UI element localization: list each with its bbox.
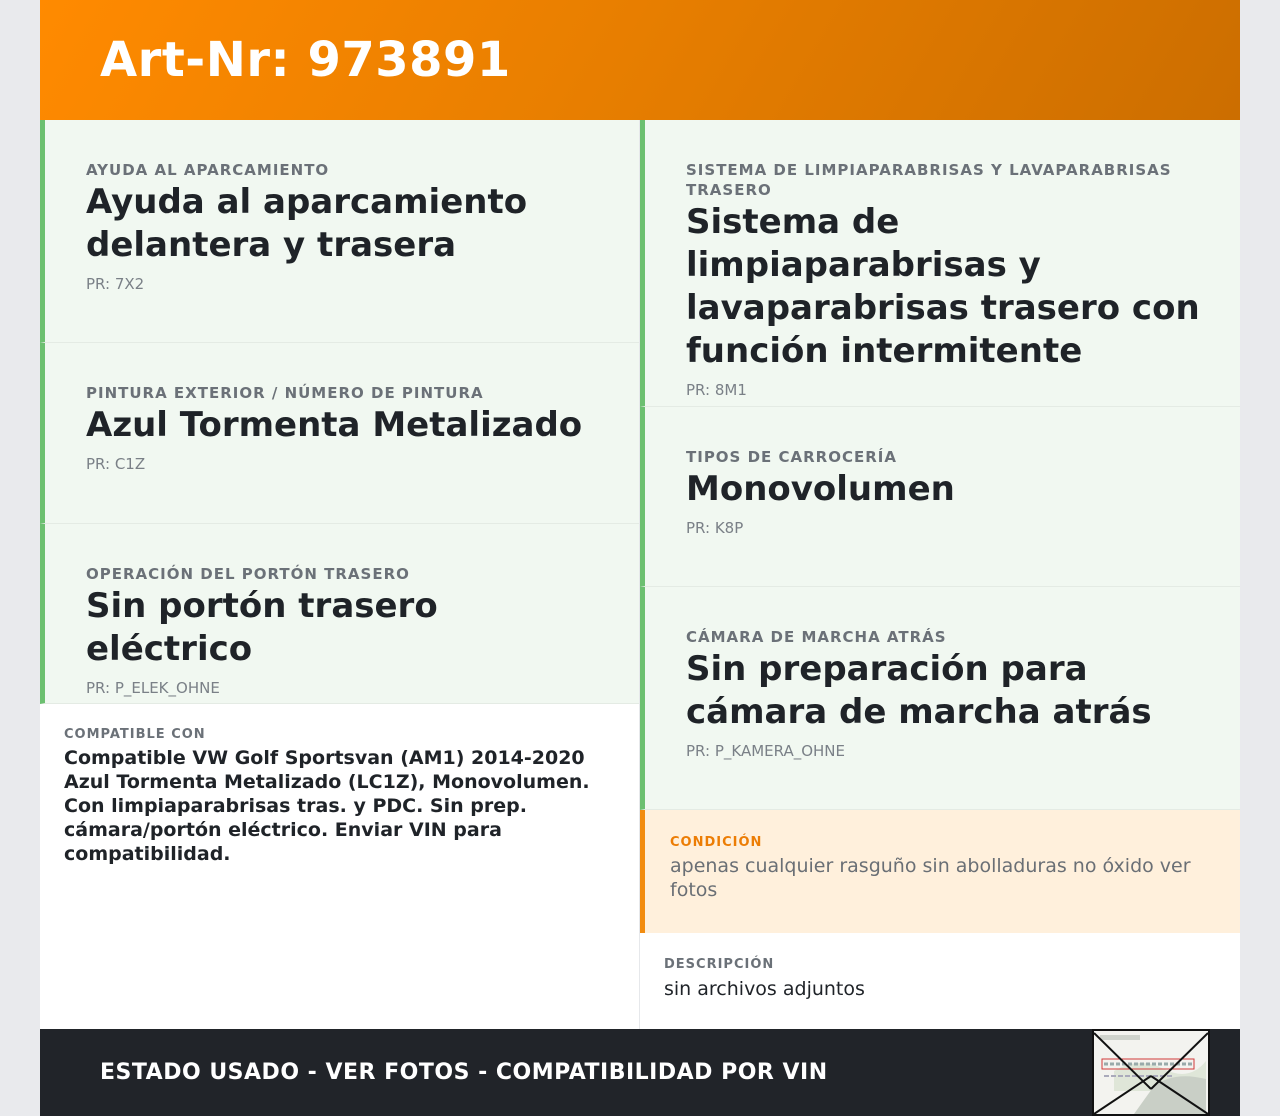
feature-pr-code: PR: P_ELEK_OHNE: [86, 679, 220, 697]
feature-pr-code: PR: C1Z: [86, 455, 146, 473]
compatibility-label: COMPATIBLE CON: [64, 727, 206, 742]
feature-body-type: [640, 407, 1240, 587]
footer-bar: [40, 1029, 1240, 1116]
footer-status-text: ESTADO USADO - VER FOTOS - COMPATIBILIDAD POR VIN: [100, 1060, 828, 1085]
compatibility-text: Compatible VW Golf Sportsvan (AM1) 2014-2020 Azul Tormenta Metalizado (LC1Z), Monovolumen. Con limpiaparabrisas tras. y PDC. Sin prep. cámara/portón eléctrico. Enviar VIN para compatibilidad.: [64, 747, 590, 865]
feature-label: CÁMARA DE MARCHA ATRÁS: [686, 628, 947, 646]
content-columns: [40, 120, 1240, 1029]
feature-label: SISTEMA DE LIMPIAPARABRISAS Y LAVAPARABRISAS TRASERO: [686, 161, 1172, 199]
feature-pr-code: PR: K8P: [686, 519, 744, 537]
feature-title: Sistema de limpiaparabrisas y lavaparabrisas trasero con función intermitente: [686, 202, 1200, 371]
feature-label: AYUDA AL APARCAMIENTO: [86, 161, 330, 179]
left-column: [40, 120, 640, 1029]
product-card: [40, 0, 1240, 1116]
feature-title: Monovolumen: [686, 469, 955, 509]
feature-title: Sin portón trasero eléctrico: [86, 586, 438, 669]
label-photo-thumbnail[interactable]: [1092, 1029, 1210, 1116]
feature-rear-wiper: [640, 120, 1240, 407]
feature-label: PINTURA EXTERIOR / NÚMERO DE PINTURA: [86, 384, 484, 402]
description-text: sin archivos adjuntos: [664, 978, 865, 1000]
condition-label: CONDICIÓN: [670, 835, 763, 850]
header-bar: [40, 0, 1240, 120]
right-column: [640, 120, 1240, 1029]
feature-pr-code: PR: P_KAMERA_OHNE: [686, 742, 845, 760]
feature-pr-code: PR: 7X2: [86, 275, 145, 293]
compatibility-section: [40, 704, 639, 866]
label-photo-image: [1094, 1031, 1208, 1114]
feature-title: Azul Tormenta Metalizado: [86, 405, 583, 445]
description-label: DESCRIPCIÓN: [664, 957, 775, 972]
feature-pr-code: PR: 8M1: [686, 381, 747, 399]
feature-rear-camera: [640, 587, 1240, 810]
condition-section: [640, 810, 1240, 933]
feature-exterior-paint: [40, 343, 639, 524]
condition-text: apenas cualquier rasguño sin abolladuras no óxido ver fotos: [670, 855, 1191, 901]
feature-label: TIPOS DE CARROCERÍA: [686, 448, 897, 466]
feature-title: Ayuda al aparcamiento delantera y trasera: [86, 182, 528, 265]
feature-label: OPERACIÓN DEL PORTÓN TRASERO: [86, 565, 410, 583]
description-section: [640, 933, 1240, 1001]
article-number-title: Art-Nr: 973891: [100, 32, 511, 88]
feature-tailgate-operation: [40, 524, 639, 704]
feature-parking-aid: [40, 120, 639, 343]
feature-title: Sin preparación para cámara de marcha atrás: [686, 649, 1152, 732]
